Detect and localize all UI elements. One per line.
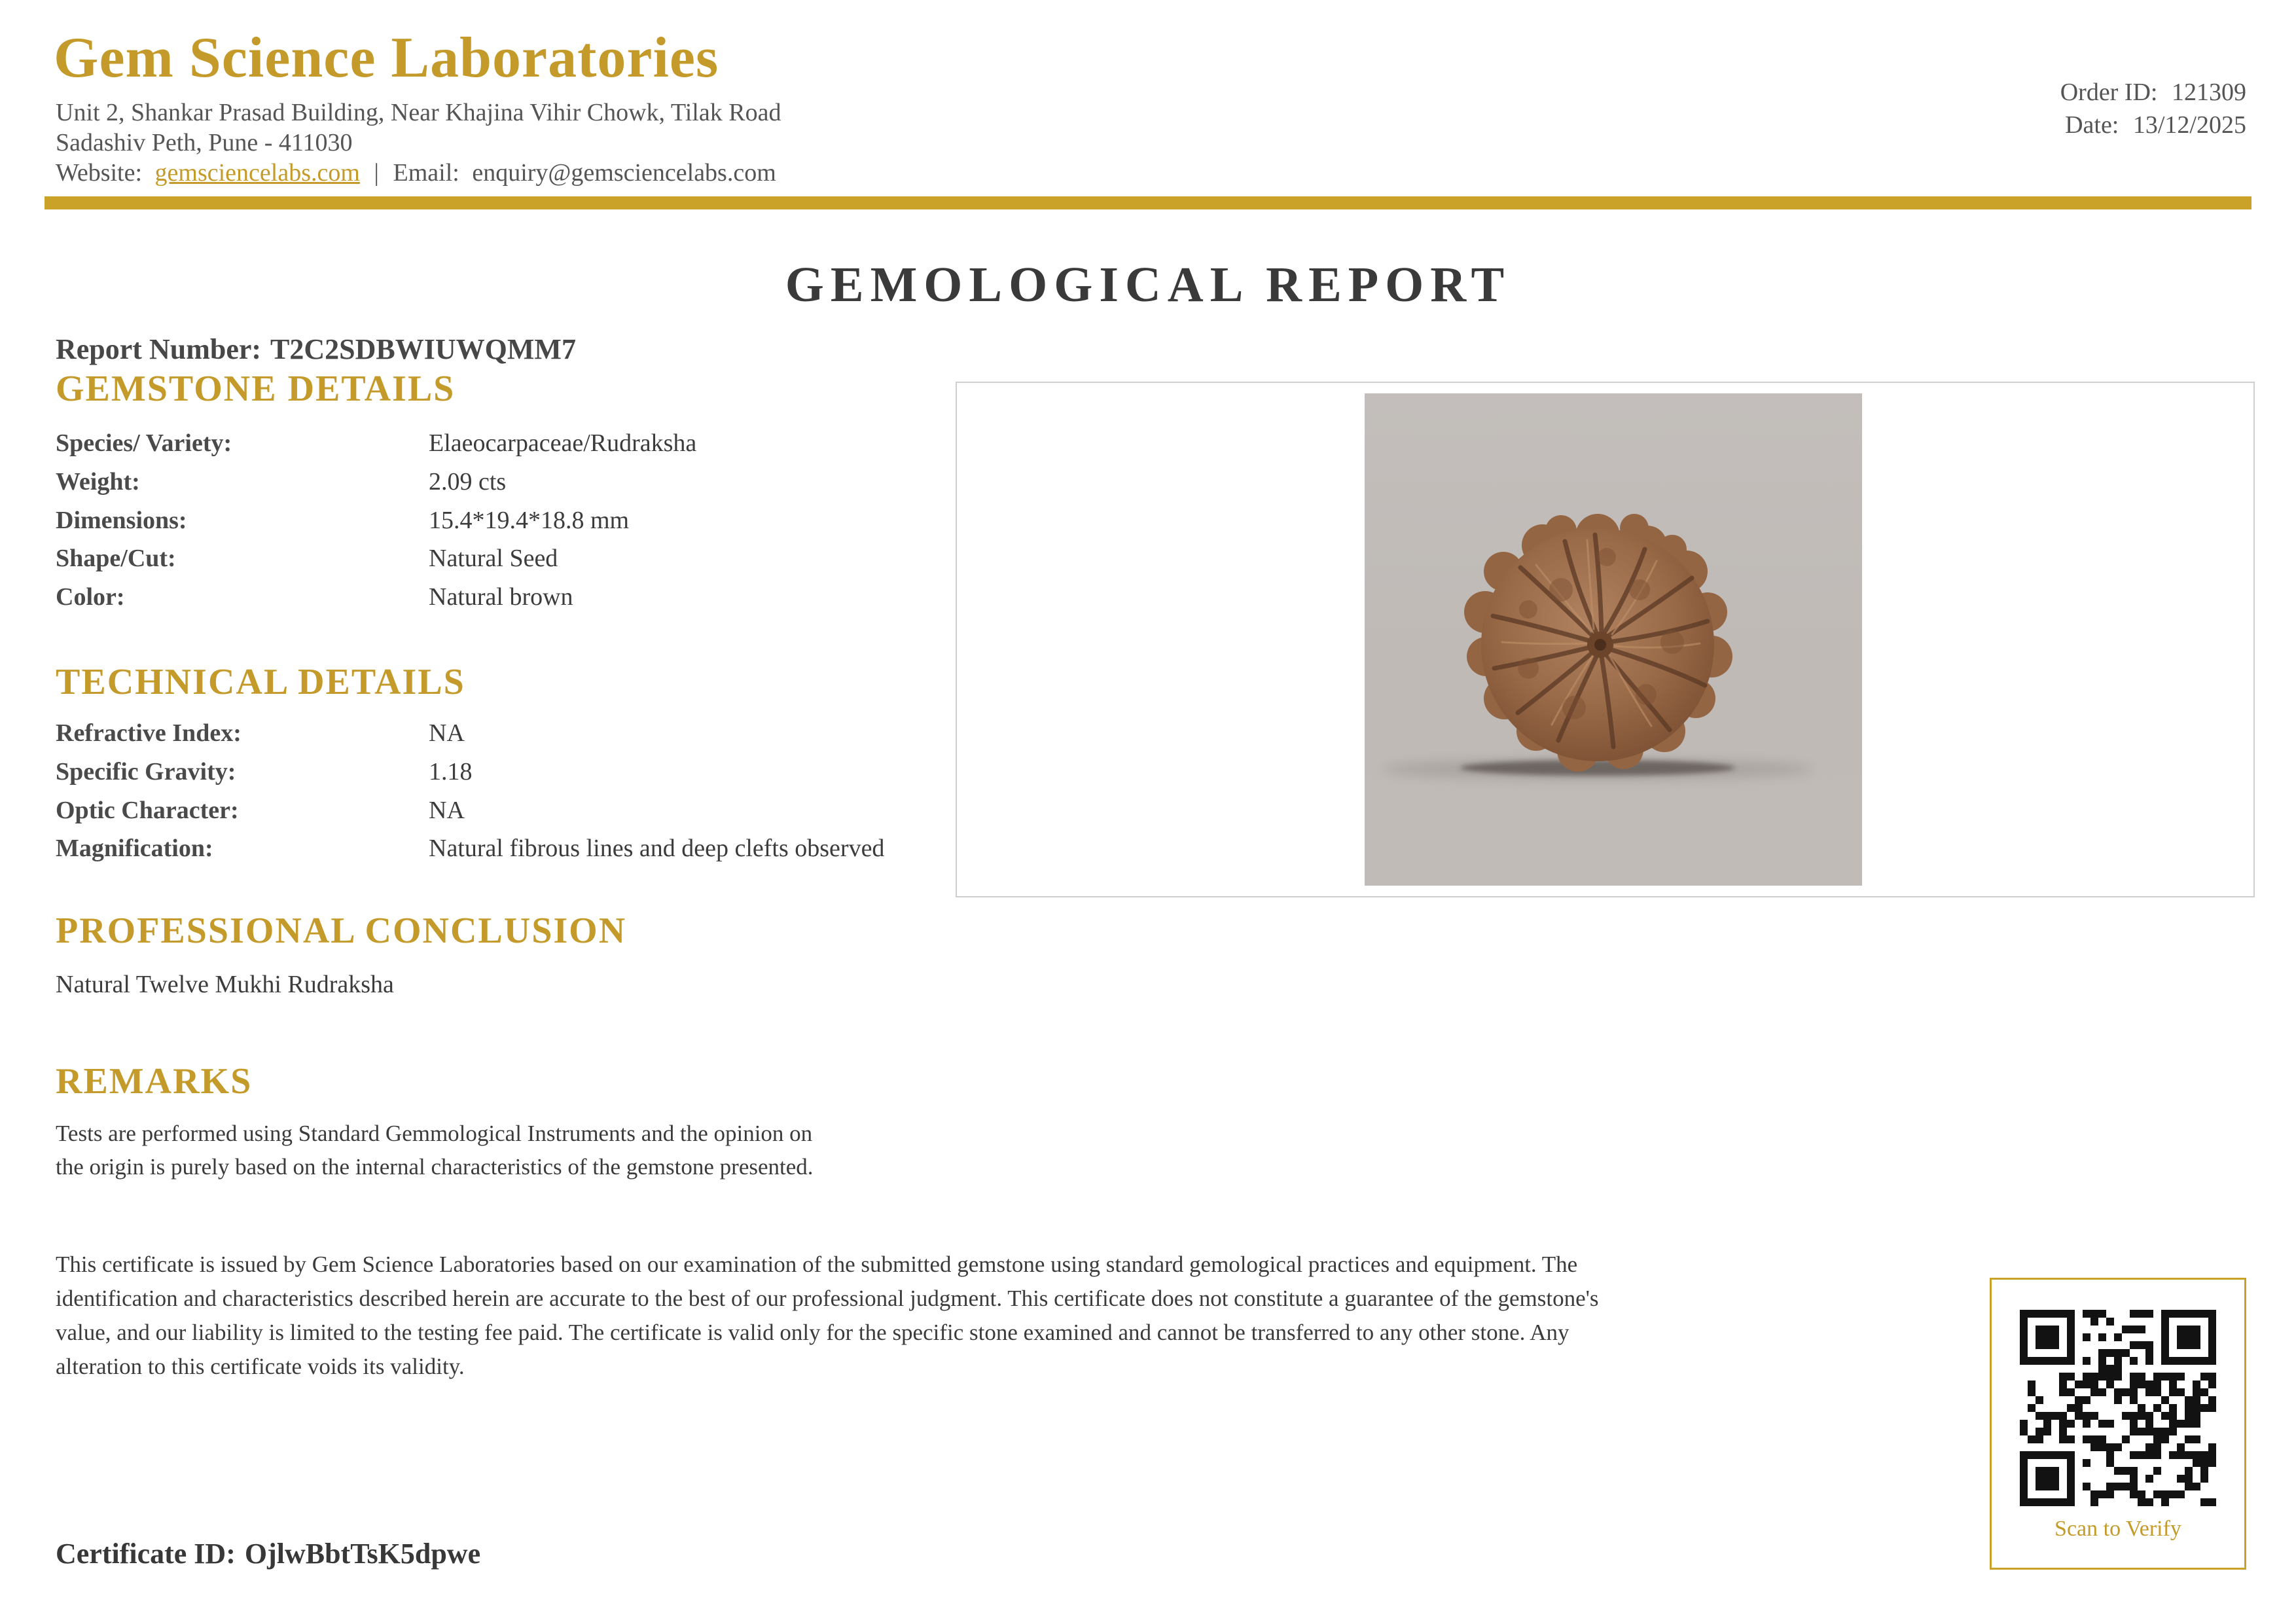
section-heading-professional-conclusion: PROFESSIONAL CONCLUSION	[56, 911, 627, 951]
detail-label: Species/ Variety:	[56, 429, 232, 457]
gemstone-photo	[1365, 393, 1862, 886]
detail-label: Optic Character:	[56, 797, 239, 824]
lab-address-line1: Unit 2, Shankar Prasad Building, Near Khajina Vihir Chowk, Tilak Road	[56, 99, 781, 126]
detail-value: Natural brown	[429, 583, 573, 611]
contact-separator: |	[374, 159, 380, 187]
detail-row	[56, 544, 972, 575]
section-heading-technical-details: TECHNICAL DETAILS	[56, 662, 465, 702]
detail-label: Color:	[56, 583, 125, 611]
section-heading-gemstone-details: GEMSTONE DETAILS	[56, 369, 456, 409]
certificate-id-label: Certificate ID:	[56, 1538, 236, 1570]
detail-value: 1.18	[429, 758, 473, 785]
detail-value: NA	[429, 719, 465, 747]
gemstone-photo-frame	[956, 382, 2255, 897]
detail-value: Elaeocarpaceae/Rudraksha	[429, 429, 697, 457]
detail-row	[56, 583, 972, 614]
detail-value: 2.09 cts	[429, 468, 507, 496]
website-link[interactable]: gemsciencelabs.com	[154, 159, 360, 187]
detail-value: Natural Seed	[429, 545, 558, 572]
rudraksha-seed-illustration	[1365, 393, 1862, 886]
lab-name: Gem Science Laboratories	[54, 26, 719, 90]
detail-value: Natural fibrous lines and deep clefts observed	[429, 835, 885, 862]
order-id-label: Order ID:	[2060, 79, 2158, 106]
section-heading-remarks: REMARKS	[56, 1061, 253, 1102]
certificate-id-value: OjlwBbtTsK5dpwe	[244, 1538, 481, 1570]
report-number	[56, 333, 576, 366]
disclaimer-line: alteration to this certificate voids its validity.	[56, 1354, 465, 1379]
remarks-line: Tests are performed using Standard Gemmological Instruments and the opinion on	[56, 1121, 813, 1146]
detail-row	[56, 757, 972, 789]
disclaimer-line: value, and our liability is limited to the testing fee paid. The certificate is valid only for the specific stone examined and cannot be transferred to any other stone. Any	[56, 1320, 1570, 1345]
detail-value: NA	[429, 797, 465, 824]
certificate-id	[56, 1537, 480, 1570]
order-id-value: 121309	[2172, 79, 2246, 106]
date-line	[2060, 109, 2246, 141]
email-label: Email:	[393, 159, 459, 187]
gold-divider	[45, 196, 2251, 209]
detail-label: Shape/Cut:	[56, 545, 176, 572]
order-id-line	[2060, 76, 2246, 109]
detail-label: Magnification:	[56, 835, 213, 862]
detail-row	[56, 834, 972, 865]
date-label: Date:	[2065, 111, 2119, 139]
detail-row	[56, 796, 972, 827]
disclaimer-line: identification and characteristics described herein are accurate to the best of our professional judgment. This certificate does not constitute a guarantee of the gemstone's	[56, 1286, 1599, 1311]
conclusion-text: Natural Twelve Mukhi Rudraksha	[56, 971, 394, 998]
lab-contact-line	[56, 158, 776, 187]
detail-value: 15.4*19.4*18.8 mm	[429, 507, 630, 534]
detail-label: Refractive Index:	[56, 719, 242, 747]
page-title: GEMOLOGICAL REPORT	[785, 257, 1511, 312]
remarks-line: the origin is purely based on the internal characteristics of the gemstone presented.	[56, 1154, 814, 1180]
detail-label: Dimensions:	[56, 507, 187, 534]
detail-row	[56, 467, 972, 499]
detail-row	[56, 506, 972, 537]
qr-caption: Scan to Verify	[2054, 1517, 2181, 1541]
qr-verify-box	[1990, 1278, 2246, 1570]
report-number-value: T2C2SDBWIUWQMM7	[270, 333, 576, 365]
email-value: enquiry@gemsciencelabs.com	[472, 159, 776, 187]
detail-row	[56, 429, 972, 460]
lab-address-line2: Sadashiv Peth, Pune - 411030	[56, 129, 353, 156]
website-label: Website:	[56, 159, 143, 187]
disclaimer-line: This certificate is issued by Gem Science Laboratories based on our examination of the submitted gemstone using standard gemological practices and equipment. The	[56, 1252, 1578, 1277]
detail-label: Specific Gravity:	[56, 758, 236, 785]
detail-label: Weight:	[56, 468, 140, 496]
qr-code	[2020, 1310, 2216, 1506]
order-info	[2060, 76, 2246, 141]
report-number-label: Report Number:	[56, 333, 262, 365]
detail-row	[56, 719, 972, 750]
date-value: 13/12/2025	[2132, 111, 2246, 139]
